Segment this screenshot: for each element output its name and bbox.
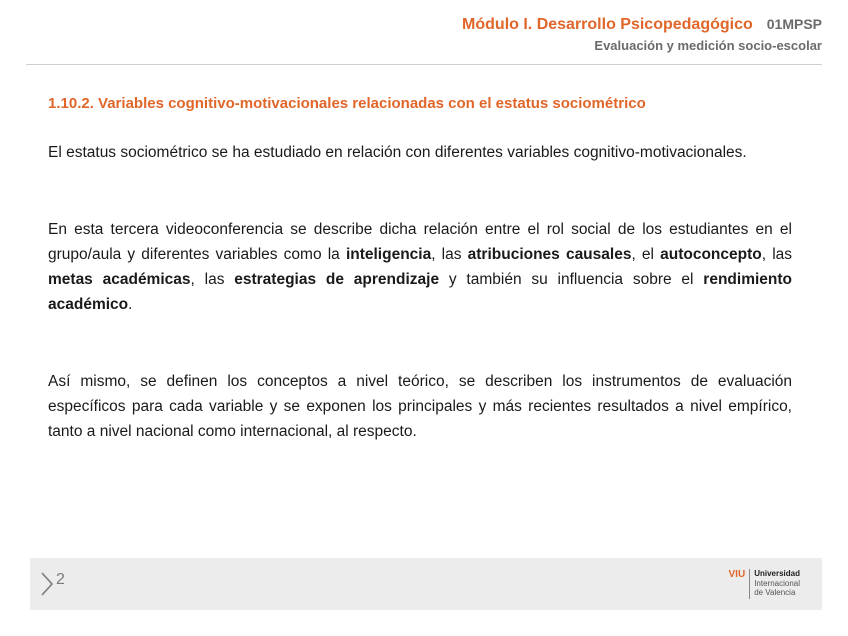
term-metas: metas académicas [48,271,191,288]
page-header [462,14,822,55]
logo-line-3: de Valencia [754,588,796,597]
page-indicator [40,570,65,598]
module-title: Módulo I. Desarrollo Psicopedagógico [462,16,753,33]
logo-line-1: Universidad [754,569,800,578]
university-logo [729,569,800,599]
paragraph-2: En esta tercera videoconferencia se describe dicha relación entre el rol social de los estudiantes en el grupo/aula y diferentes variables como la inteligencia, las atribuciones causales, el autoconcepto, las metas académicas, las estrategias de aprendizaje y también su influencia sobre el rendimiento académico. [48,221,793,313]
term-atribuciones: atribuciones causales [467,246,632,263]
paragraph-3: Así mismo, se definen los conceptos a nivel teórico, se describen los instrumentos de evaluación específicos para cada variable y se exponen los principales y más recientes resultados a nivel empírico, tanto a nivel nacional como internacional, al respecto. [48,373,792,440]
term-estrategias: estrategias de aprendizaje [234,271,440,288]
logo-mark: VIU [728,569,746,580]
term-autoconcepto: autoconcepto [660,246,762,263]
module-subtitle: Evaluación y medición socio-escolar [594,38,822,53]
chevron-right-icon [40,571,54,597]
term-inteligencia: inteligencia [345,246,432,263]
logo-line-2: Internacional [754,578,800,588]
logo-divider [749,569,750,599]
paragraph-1: El estatus sociométrico se ha estudiado en relación con diferentes variables cognitivo-motivacionales. [48,144,747,161]
main-content [48,94,792,444]
page-number: 2 [56,571,65,588]
page-footer [30,558,822,610]
header-divider [26,64,822,65]
module-code: 01MPSP [766,16,822,32]
section-title: 1.10.2. Variables cognitivo-motivacionales relacionadas con el estatus sociométrico [48,95,646,112]
term-rendimiento: rendimiento académico [48,271,792,313]
